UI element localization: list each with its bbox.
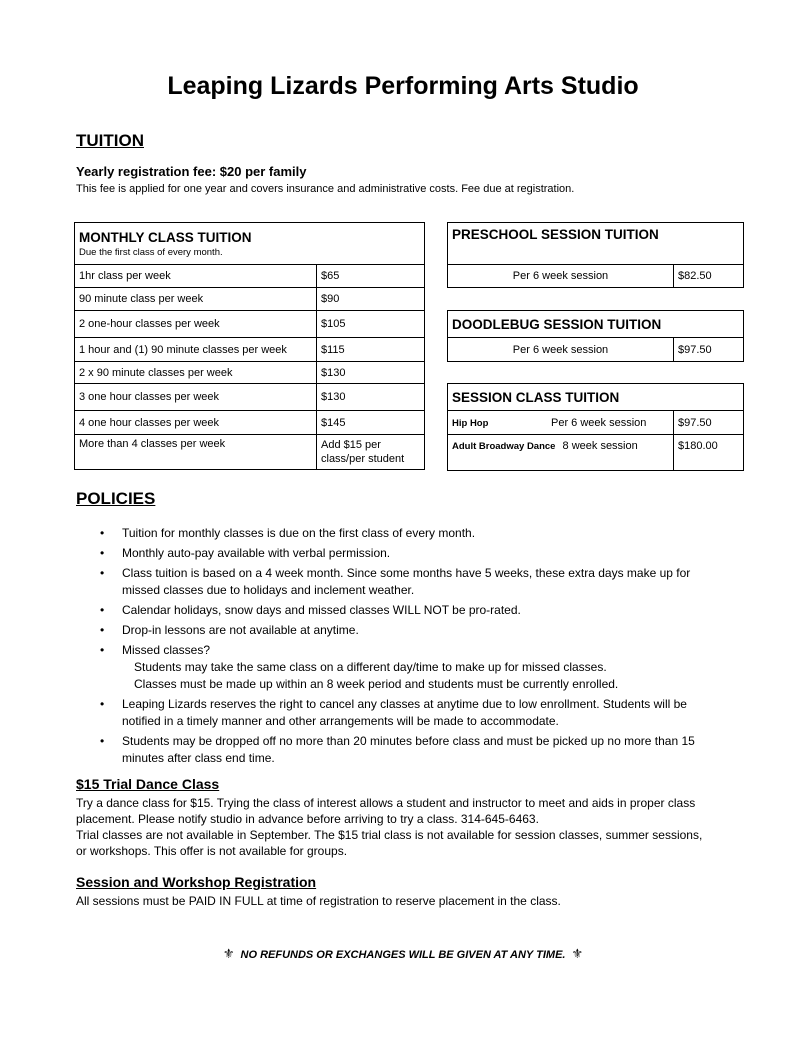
- table-row: [75, 362, 425, 384]
- row-label: More than 4 classes per week: [75, 435, 317, 470]
- row-price: $130: [317, 384, 425, 411]
- fleur-de-lis-icon: ⚜: [571, 946, 584, 961]
- page-title: Leaping Lizards Performing Arts Studio: [167, 72, 639, 100]
- footer-text: NO REFUNDS OR EXCHANGES WILL BE GIVEN AT ANY TIME.: [240, 949, 566, 961]
- row-label: 4 one hour classes per week: [75, 411, 317, 435]
- missed-line: Students may take the same class on a different day/time to make up for missed classes.: [134, 660, 607, 674]
- table-row: [75, 435, 425, 470]
- workshop-heading: Session and Workshop Registration: [76, 874, 317, 890]
- table-row: [448, 338, 744, 362]
- table-row: [75, 384, 425, 411]
- preschool-tuition-table: [447, 222, 744, 288]
- trial-text: [76, 795, 716, 859]
- table-row: [75, 411, 425, 435]
- row-price: $115: [317, 338, 425, 362]
- row-price: $130: [317, 362, 425, 384]
- table-row: [75, 311, 425, 338]
- list-item: • Students may be dropped off no more than 20 minutes before class and must be picked up no more than 15 minutes after class end time.: [100, 733, 710, 767]
- list-item: • Drop-in lessons are not available at anytime.: [100, 622, 710, 639]
- tuition-heading: TUITION: [76, 131, 144, 150]
- row-label: 2 one-hour classes per week: [75, 311, 317, 338]
- fleur-de-lis-icon: ⚜: [222, 946, 235, 961]
- list-item-missed: [100, 642, 710, 693]
- table-row: [448, 265, 744, 288]
- preschool-header-row: [448, 223, 744, 265]
- monthly-subtitle: Due the first class of every month.: [79, 246, 223, 258]
- preschool-header-cell: [448, 223, 744, 265]
- trial-line: Try a dance class for $15. Trying the class of interest allows a student and instructor to meet and aids in proper class placement. Please notify studio in advance before arriving to try a class. 314-645-6463.: [76, 796, 696, 826]
- doodlebug-header-row: [448, 311, 744, 338]
- monthly-header-row: [75, 223, 425, 265]
- session-row-cell: [448, 435, 674, 471]
- missed-question: Missed classes?: [122, 643, 211, 657]
- session-name: Adult Broadway Dance: [452, 441, 556, 452]
- row-label: 90 minute class per week: [75, 288, 317, 311]
- registration-note: This fee is applied for one year and covers insurance and administrative costs. Fee due at registration.: [76, 183, 575, 195]
- list-item: • Class tuition is based on a 4 week month. Since some months have 5 weeks, these extra days make up for missed classes due to holidays and inclement weather.: [100, 565, 710, 599]
- row-label: 1 hour and (1) 90 minute classes per week: [75, 338, 317, 362]
- session-desc: Per 6 week session: [551, 416, 647, 429]
- session-header-row: [448, 384, 744, 411]
- table-row: [448, 435, 744, 471]
- session-header-cell: [448, 384, 744, 411]
- row-label: 2 x 90 minute classes per week: [75, 362, 317, 384]
- row-price: $65: [317, 265, 425, 288]
- workshop-text: All sessions must be PAID IN FULL at time of registration to reserve placement in the class.: [76, 894, 561, 908]
- row-price: Add $15 per: [321, 439, 381, 451]
- row-label: 3 one hour classes per week: [75, 384, 317, 411]
- table-row: [448, 411, 744, 435]
- row-price: $97.50: [674, 411, 744, 435]
- row-price: $180.00: [674, 435, 744, 471]
- session-title: SESSION CLASS TUITION: [452, 389, 620, 405]
- row-price: $90: [317, 288, 425, 311]
- preschool-title: PRESCHOOL SESSION TUITION: [452, 227, 659, 242]
- table-row: [75, 265, 425, 288]
- row-price: $97.50: [674, 338, 744, 362]
- list-item: • Calendar holidays, snow days and missed classes WILL NOT be pro-rated.: [100, 602, 710, 619]
- row-price: $105: [317, 311, 425, 338]
- session-tuition-table: [447, 383, 744, 471]
- registration-fee: Yearly registration fee: $20 per family: [76, 164, 307, 179]
- monthly-title: MONTHLY CLASS TUITION: [79, 229, 252, 245]
- session-name: Hip Hop: [452, 417, 489, 429]
- monthly-header-cell: [75, 223, 425, 265]
- row-price-cell: [317, 435, 425, 470]
- doodlebug-title: DOODLEBUG SESSION TUITION: [452, 316, 662, 332]
- row-label: Per 6 week session: [448, 338, 674, 362]
- list-item: • Tuition for monthly classes is due on the first class of every month.: [100, 525, 710, 542]
- list-item: • Monthly auto-pay available with verbal permission.: [100, 545, 710, 562]
- row-label: Per 6 week session: [448, 265, 674, 288]
- table-row: [75, 288, 425, 311]
- row-price: $82.50: [674, 265, 744, 288]
- policies-heading: POLICIES: [76, 489, 156, 508]
- row-label: 1hr class per week: [75, 265, 317, 288]
- monthly-tuition-table: [74, 222, 425, 470]
- policies-list: [100, 525, 710, 770]
- row-price-note: class/per student: [321, 453, 405, 465]
- row-price: $145: [317, 411, 425, 435]
- trial-line: Trial classes are not available in September. The $15 trial class is not available for session classes, summer sessions, or workshops. This offer is not available for groups.: [76, 828, 703, 858]
- trial-heading: $15 Trial Dance Class: [76, 776, 220, 792]
- footer-notice: [0, 946, 806, 962]
- missed-line: Classes must be made up within an 8 week period and students must be currently enrolled.: [134, 677, 619, 691]
- session-desc: 8 week session: [562, 440, 638, 452]
- table-row: [75, 338, 425, 362]
- doodlebug-header-cell: [448, 311, 744, 338]
- doodlebug-tuition-table: [447, 310, 744, 362]
- list-item: • Leaping Lizards reserves the right to cancel any classes at anytime due to low enrollment. Students will be notified in a timely manner and other arrangements will be made to accommodate.: [100, 696, 710, 730]
- session-row-cell: [448, 411, 674, 435]
